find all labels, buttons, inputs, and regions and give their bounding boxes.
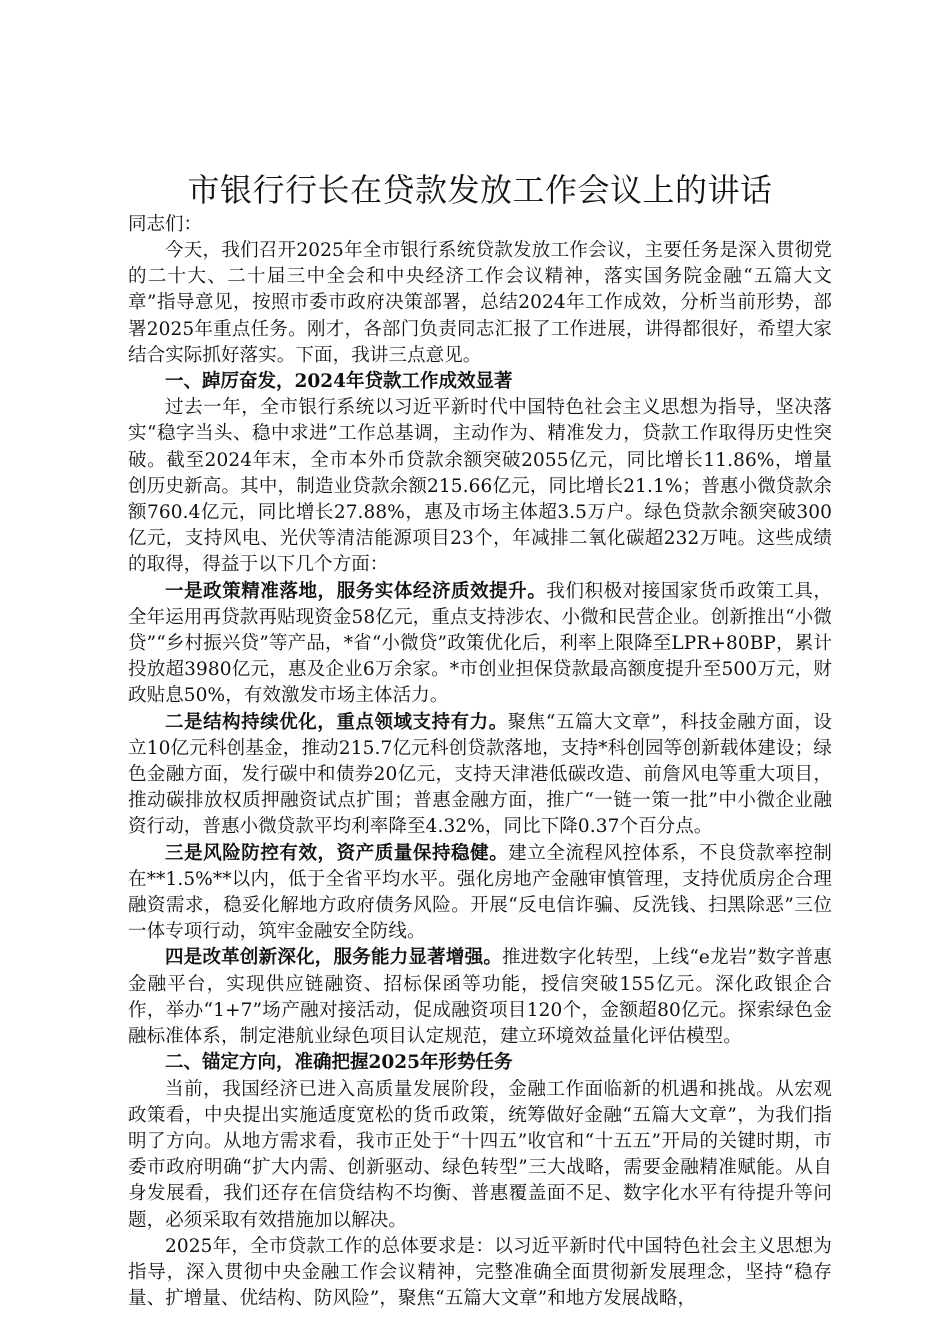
point-paragraph-3 (128, 841, 832, 946)
opening-paragraph: 今天，我们召开2025年全市银行系统贷款发放工作会议，主要任务是深入贯彻党的二十大、二十届三中全会和中央经济工作会议精神，落实国务院金融“五篇大文章”指导意见，按照市委市政府决策部署，总结2024年工作成效，分析当前形势，部署2025年重点任务。刚才，各部门负责同志汇报了工作进展，讲得都很好，希望大家结合实际抓好落实。下面，我讲三点意见。 (128, 240, 832, 366)
point-body-3: 建立全流程风控体系，不良贷款率控制在**1.5%**以内，低于全省平均水平。强化房地产金融审慎管理，支持优质房企合理融资需求，稳妥化解地方政府债务风险。开展“反电信诈骗、反洗钱、扫黑除恶”三位一体专项行动，筑牢金融安全防线。 (128, 842, 832, 943)
section-1-summary-paragraph: 过去一年，全市银行系统以习近平新时代中国特色社会主义思想为指导，坚决落实“稳字当头、稳中求进”工作总基调，主动作为、精准发力，贷款工作取得历史性突破。截至2024年末，全市本外币贷款余额突破2055亿元，同比增长11.86%，增量创历史新高。其中，制造业贷款余额215.66亿元，同比增长21.1%；普惠小微贷款余额760.4亿元，同比增长27.88%，惠及市场主体超3.5万户。绿色贷款余额突破300亿元，支持风电、光伏等清洁能源项目23个，年减排二氧化碳超232万吨。这些成绩的取得，得益于以下几个方面： (128, 397, 832, 576)
section-heading-2: 二、锚定方向，准确把握2025年形势任务 (165, 1052, 513, 1074)
point-paragraph-4 (128, 945, 832, 1050)
point-paragraph-1 (128, 579, 832, 710)
point-body-4: 推进数字化转型，上线“e龙岩”数字普惠金融平台，实现供应链融资、招标保函等功能，授信突破155亿元。深化政银企合作，举办“1+7”场产融对接活动，促成融资项目120个，金额超80亿元。探索绿色金融标准体系，制定港航业绿色项目认定规范，建立环境效益量化评估模型。 (128, 947, 832, 1048)
greeting: 同志们： (128, 214, 203, 235)
section-heading-1: 一、踔厉奋发，2024年贷款工作成效显著 (165, 371, 513, 393)
document-title: 市银行行长在贷款发放工作会议上的讲话 (187, 171, 773, 209)
section-2-requirements-paragraph: 2025年，全市贷款工作的总体要求是：以习近平新时代中国特色社会主义思想为指导，深入贯彻中央金融工作会议精神，完整准确全面贯彻新发展理念，坚持“稳存量、扩增量、优结构、防风险”，聚焦“五篇大文章”和地方发展战略， (128, 1235, 832, 1310)
point-lead-3: 三是风险防控有效，资产质量保持稳健。 (165, 842, 509, 864)
point-lead-1: 一是政策精准落地，服务实体经济质效提升。 (165, 580, 547, 602)
point-body-1: 我们积极对接国家货币政策工具，全年运用再贷款再贴现资金58亿元，重点支持涉农、小微和民营企业。创新推出“小微贷”“乡村振兴贷”等产品，*省“小微贷”政策优化后，利率上限降至LPR+80BP，累计投放超3980亿元，惠及企业6万余家。*市创业担保贷款最高额度提升至500万元，财政贴息50%，有效激发市场主体活力。 (128, 580, 832, 707)
point-paragraph-2 (128, 710, 832, 841)
point-lead-4: 四是改革创新深化，服务能力显著增强。 (165, 947, 503, 969)
document-page (128, 168, 832, 1312)
point-body-2: 聚焦“五篇大文章”，科技金融方面，设立10亿元科创基金，推动215.7亿元科创贷款落地，支持*科创园等创新载体建设；绿色金融方面，发行碳中和债券20亿元，支持天津港低碳改造、前詹风电等重大项目，推动碳排放权质押融资试点扩围；普惠金融方面，推广“一链一策一批”中小微企业融资行动，普惠小微贷款平均利率降至4.32%，同比下降0.37个百分点。 (128, 711, 832, 838)
section-2-context-paragraph: 当前，我国经济已进入高质量发展阶段，金融工作面临新的机遇和挑战。从宏观政策看，中央提出实施适度宽松的货币政策，统筹做好金融“五篇大文章”，为我们指明了方向。从地方需求看，我市正处于“十四五”收官和“十五五”开局的关键时期，市委市政府明确“扩大内需、创新驱动、绿色转型”三大战略，需要金融精准赋能。从自身发展看，我们还存在信贷结构不均衡、普惠覆盖面不足、数字化水平有待提升等问题，必须采取有效措施加以解决。 (128, 1078, 832, 1231)
point-lead-2: 二是结构持续优化，重点领域支持有力。 (165, 711, 508, 733)
